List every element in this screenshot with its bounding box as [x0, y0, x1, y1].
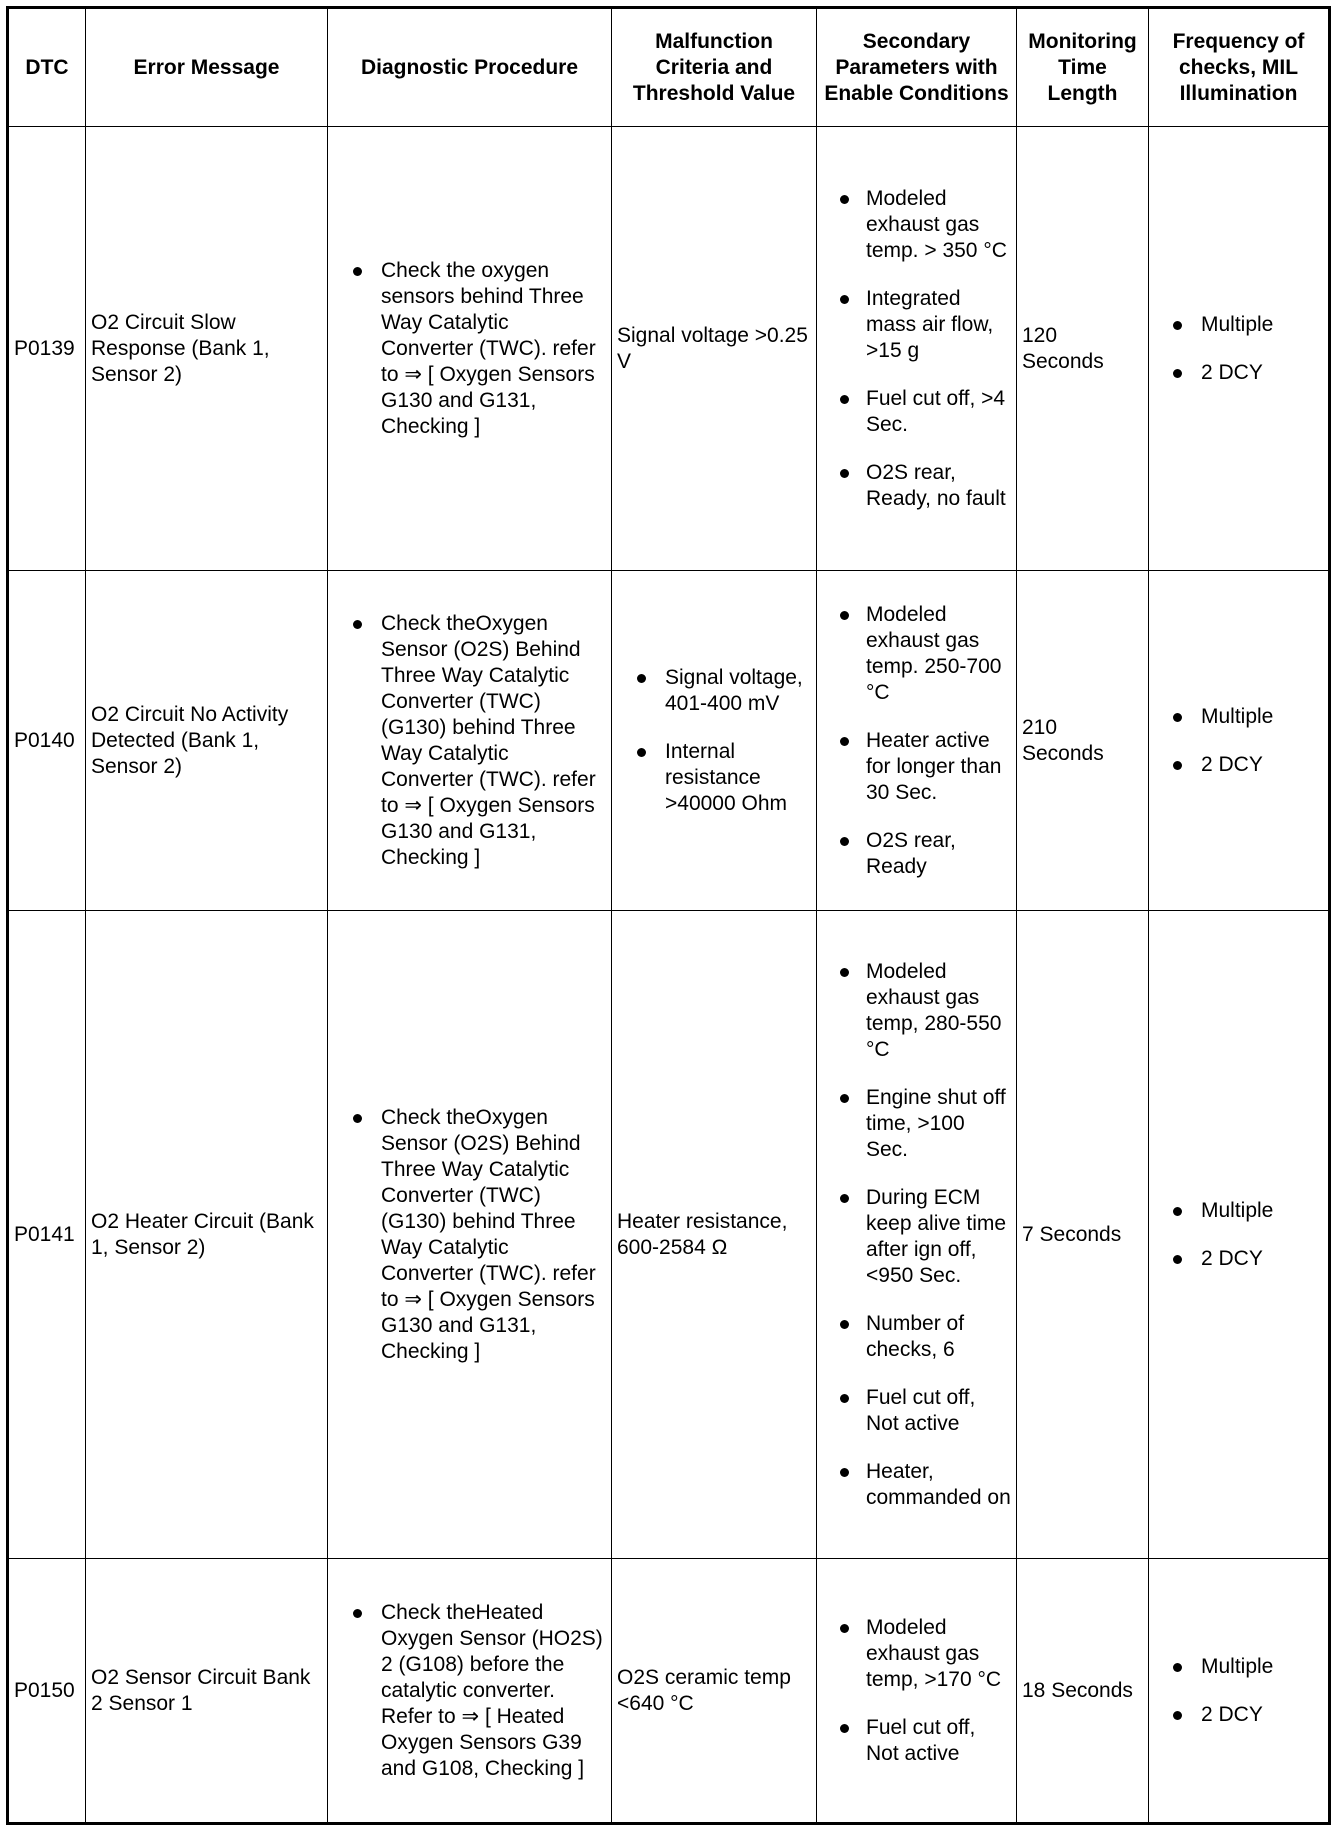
frequency-mil	[1149, 127, 1330, 571]
procedure-item: Check theHeated Oxygen Sensor (HO2S) 2 (G108) before the catalytic converter. Refer to ⇒ [ Heated Oxygen Sensors G39 and G108, Checking ]	[333, 1600, 606, 1782]
secondary-conditions	[817, 911, 1017, 1559]
secondary-conditions	[817, 1559, 1017, 1824]
condition-item: Fuel cut off, >4 Sec.	[822, 386, 1011, 438]
malfunction-criteria: Heater resistance, 600-2584 Ω	[612, 911, 817, 1559]
frequency-item: Multiple	[1154, 312, 1323, 338]
condition-item: During ECM keep alive time after ign off, <950 Sec.	[822, 1185, 1011, 1289]
condition-item: Fuel cut off, Not active	[822, 1715, 1011, 1767]
header-dtc: DTC	[8, 8, 86, 127]
condition-item: Modeled exhaust gas temp, 280-550 °C	[822, 959, 1011, 1063]
monitoring-time: 7 Seconds	[1017, 911, 1149, 1559]
dtc-code: P0140	[8, 571, 86, 911]
dtc-code: P0141	[8, 911, 86, 1559]
condition-item: O2S rear, Ready	[822, 828, 1011, 880]
procedure-item: Check theOxygen Sensor (O2S) Behind Three Way Catalytic Converter (TWC) (G130) behind Three Way Catalytic Converter (TWC). refer to ⇒ [ Oxygen Sensors G130 and G131, Checking ]	[333, 611, 606, 871]
frequency-mil	[1149, 1559, 1330, 1824]
malfunction-criteria	[612, 571, 817, 911]
header-error-message: Error Message	[86, 8, 328, 127]
table-row	[8, 127, 1330, 571]
frequency-item: 2 DCY	[1154, 752, 1323, 778]
dtc-code: P0139	[8, 127, 86, 571]
dtc-code: P0150	[8, 1559, 86, 1824]
condition-item: Modeled exhaust gas temp. 250-700 °C	[822, 602, 1011, 706]
malfunction-criteria: O2S ceramic temp <640 °C	[612, 1559, 817, 1824]
frequency-item: 2 DCY	[1154, 360, 1323, 386]
frequency-mil	[1149, 911, 1330, 1559]
condition-item: Number of checks, 6	[822, 1311, 1011, 1363]
header-monitoring-time: Monitoring Time Length	[1017, 8, 1149, 127]
frequency-item: Multiple	[1154, 704, 1323, 730]
condition-item: Heater active for longer than 30 Sec.	[822, 728, 1011, 806]
error-message: O2 Sensor Circuit Bank 2 Sensor 1	[86, 1559, 328, 1824]
error-message: O2 Circuit No Activity Detected (Bank 1, Sensor 2)	[86, 571, 328, 911]
criteria-item: Signal voltage, 401-400 mV	[617, 665, 811, 717]
error-message: O2 Circuit Slow Response (Bank 1, Sensor 2)	[86, 127, 328, 571]
monitoring-time: 18 Seconds	[1017, 1559, 1149, 1824]
condition-item: Integrated mass air flow, >15 g	[822, 286, 1011, 364]
secondary-conditions	[817, 571, 1017, 911]
diagnostic-procedure	[328, 911, 612, 1559]
condition-item: Heater, commanded on	[822, 1459, 1011, 1511]
header-malfunction-criteria: Malfunction Criteria and Threshold Value	[612, 8, 817, 127]
condition-item: O2S rear, Ready, no fault	[822, 460, 1011, 512]
frequency-item: 2 DCY	[1154, 1246, 1323, 1272]
table-row	[8, 1559, 1330, 1824]
frequency-item: Multiple	[1154, 1654, 1323, 1680]
header-row	[8, 8, 1330, 127]
condition-item: Modeled exhaust gas temp, >170 °C	[822, 1615, 1011, 1693]
criteria-item: Internal resistance >40000 Ohm	[617, 739, 811, 817]
condition-item: Engine shut off time, >100 Sec.	[822, 1085, 1011, 1163]
condition-item: Modeled exhaust gas temp. > 350 °C	[822, 186, 1011, 264]
frequency-mil	[1149, 571, 1330, 911]
frequency-item: Multiple	[1154, 1198, 1323, 1224]
dtc-table	[6, 6, 1331, 1825]
secondary-conditions	[817, 127, 1017, 571]
diagnostic-procedure	[328, 1559, 612, 1824]
diagnostic-procedure	[328, 127, 612, 571]
table-row	[8, 911, 1330, 1559]
malfunction-criteria: Signal voltage >0.25 V	[612, 127, 817, 571]
procedure-item: Check the oxygen sensors behind Three Way Catalytic Converter (TWC). refer to ⇒ [ Oxygen Sensors G130 and G131, Checking ]	[333, 258, 606, 440]
diagnostic-procedure	[328, 571, 612, 911]
table-row	[8, 571, 1330, 911]
header-frequency: Frequency of checks, MIL Illumination	[1149, 8, 1330, 127]
monitoring-time: 210 Seconds	[1017, 571, 1149, 911]
procedure-item: Check theOxygen Sensor (O2S) Behind Three Way Catalytic Converter (TWC) (G130) behind Three Way Catalytic Converter (TWC). refer to ⇒ [ Oxygen Sensors G130 and G131, Checking ]	[333, 1105, 606, 1365]
condition-item: Fuel cut off, Not active	[822, 1385, 1011, 1437]
header-diagnostic-procedure: Diagnostic Procedure	[328, 8, 612, 127]
error-message: O2 Heater Circuit (Bank 1, Sensor 2)	[86, 911, 328, 1559]
monitoring-time: 120 Seconds	[1017, 127, 1149, 571]
frequency-item: 2 DCY	[1154, 1702, 1323, 1728]
header-secondary-parameters: Secondary Parameters with Enable Conditions	[817, 8, 1017, 127]
